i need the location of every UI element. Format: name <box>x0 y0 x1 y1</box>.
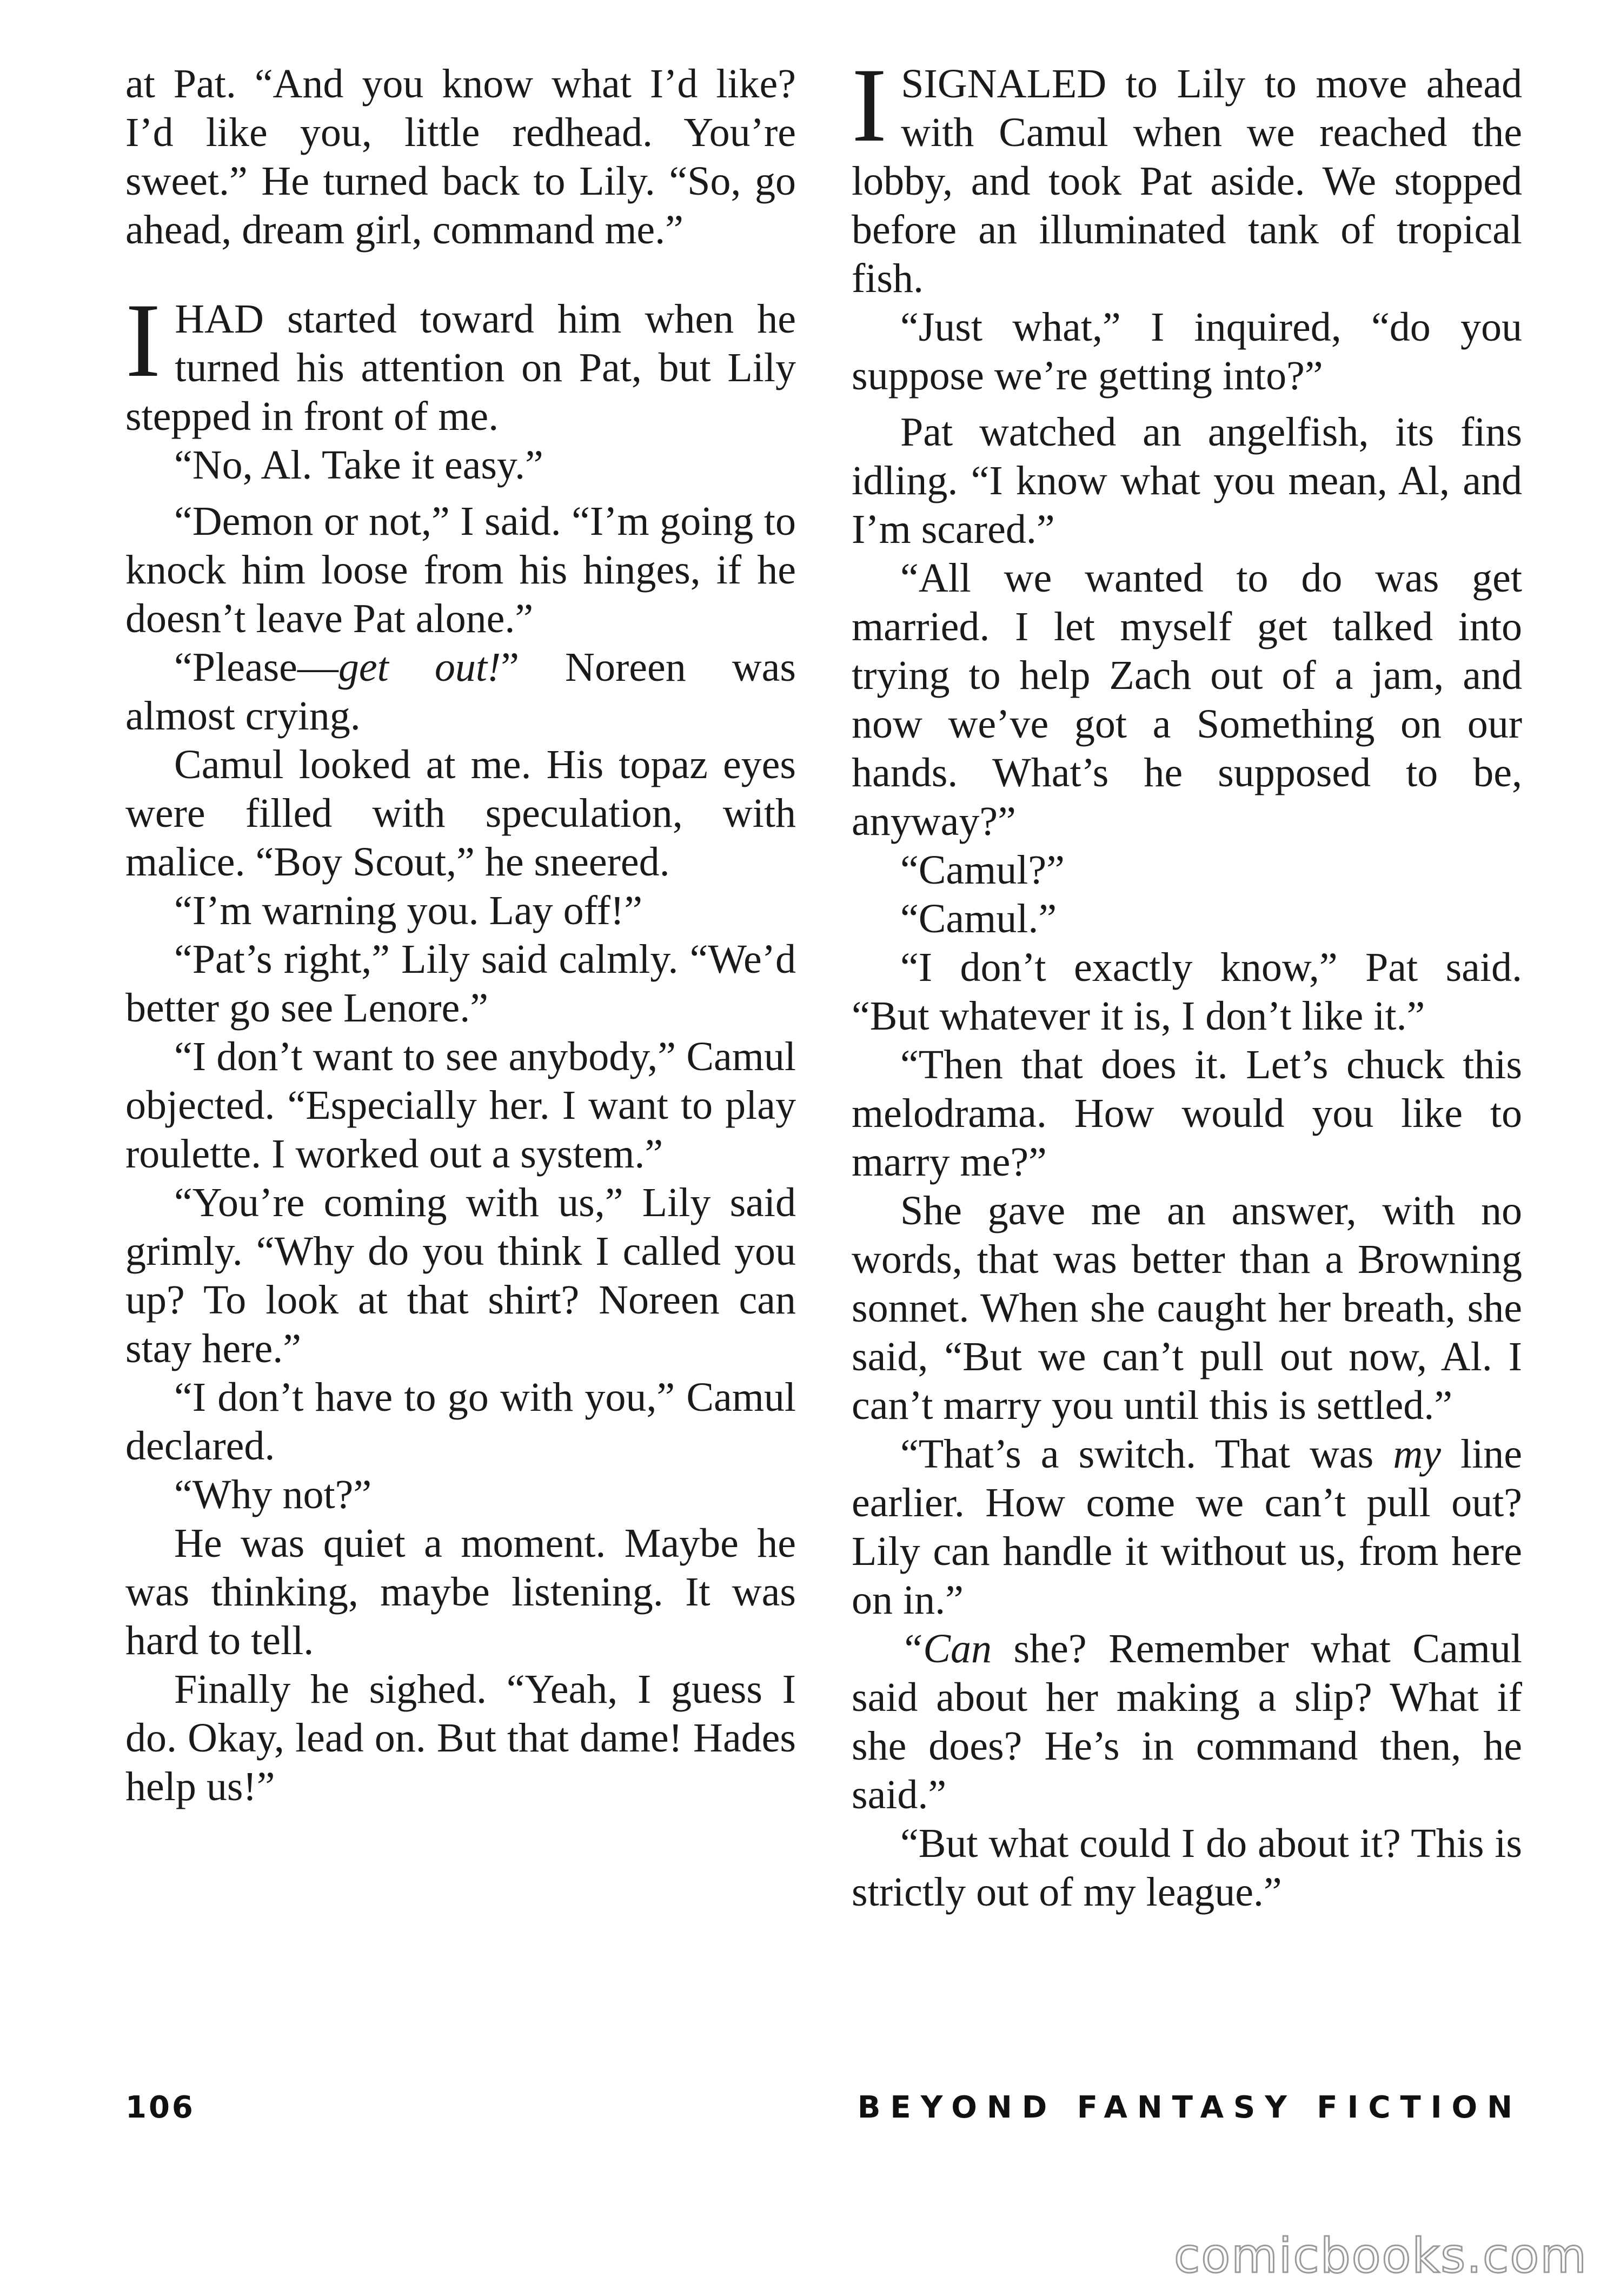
paragraph <box>125 643 796 740</box>
drop-cap: I <box>125 282 161 399</box>
drop-cap: I <box>852 47 887 164</box>
paragraph-text: line earlier. How come we can’t pull out? Lily can handle it without us, from here on in.” <box>852 1431 1522 1623</box>
paragraph: Camul looked at me. His topaz eyes were filled with speculation, with malice. “Boy Scout,” he sneered. <box>125 742 796 885</box>
paragraph: “Then that does it. Let’s chuck this melodrama. How would you like to marry me?” <box>852 1042 1522 1185</box>
paragraph <box>852 47 1522 303</box>
paragraph-text: ” Noreen was almost crying. <box>125 645 796 739</box>
paragraph: “All we wanted to do was get married. I let myself get talked into trying to help Zach out of a jam, and now we’ve got a Something on our hands. What’s he supposed to be, anyway?” <box>852 555 1522 844</box>
paragraph <box>852 1430 1522 1624</box>
paragraph: Pat watched an angelfish, its fins idling. “I know what you mean, Al, and I’m scared.” <box>852 409 1522 552</box>
paragraph-text: SIGNALED to Lily to move ahead with Camul when we reached the lobby, and took Pat aside. We stopped before an illuminated tank of tropical fish. <box>852 61 1522 301</box>
paragraph <box>852 1624 1522 1819</box>
page-footer <box>125 2090 1522 2133</box>
emphasis-text: “Can <box>900 1626 992 1671</box>
paragraph: “But what could I do about it? This is strictly out of my league.” <box>852 1821 1522 1915</box>
paragraph: “Just what,” I inquired, “do you suppose we’re getting into?” <box>852 304 1522 399</box>
paragraph-text: “That’s a switch. That was <box>900 1431 1393 1477</box>
paragraph: “I don’t exactly know,” Pat said. “But whatever it is, I don’t like it.” <box>852 945 1522 1039</box>
paragraph: “I don’t have to go with you,” Camul declared. <box>125 1375 796 1469</box>
paragraph: “Why not?” <box>174 1472 372 1517</box>
paragraph-text: she? Remember what Camul said about her making a slip? What if she does? He’s in command then, he said.” <box>852 1626 1522 1817</box>
paragraph: She gave me an answer, with no words, that was better than a Browning sonnet. When she caught her breath, she said, “But we can’t pull out now, Al. I can’t marry you until this is settled.” <box>852 1188 1522 1428</box>
paragraph: at Pat. “And you know what I’d like? I’d like you, little redhead. You’re sweet.” He turned back to Lily. “So, go ahead, dream girl, command me.” <box>125 61 796 253</box>
emphasis-text: get out! <box>338 645 501 690</box>
paragraph-text: “Please— <box>174 645 338 690</box>
paragraph: “I don’t want to see anybody,” Camul objected. “Especially her. I want to play roulette. I worked out a system.” <box>125 1034 796 1177</box>
paragraph: He was quiet a moment. Maybe he was thinking, maybe listening. It was hard to tell. <box>125 1521 796 1663</box>
paragraph: “Camul.” <box>900 896 1057 941</box>
section-break <box>125 254 796 295</box>
emphasis-text: my <box>1393 1431 1441 1477</box>
paragraph-text: HAD started toward him when he turned his attention on Pat, but Lily stepped in front of me. <box>125 296 796 439</box>
paragraph <box>125 282 796 441</box>
paragraph: “Camul?” <box>900 847 1065 893</box>
right-column <box>852 47 1522 1916</box>
magazine-title: BEYOND FANTASY FICTION <box>857 2090 1522 2125</box>
left-column <box>125 59 796 1811</box>
paragraph: “I’m warning you. Lay off!” <box>174 888 642 933</box>
paragraph: “Demon or not,” I said. “I’m going to knock him loose from his hinges, if he doesn’t leave Pat alone.” <box>125 499 796 641</box>
paragraph: Finally he sighed. “Yeah, I guess I do. Okay, lead on. But that dame! Hades help us!” <box>125 1667 796 1809</box>
paragraph: “Pat’s right,” Lily said calmly. “We’d better go see Lenore.” <box>125 937 796 1031</box>
watermark: comicbooks.com <box>1173 2228 1588 2284</box>
page-number: 106 <box>125 2090 195 2125</box>
paragraph: “You’re coming with us,” Lily said grimly. “Why do you think I called you up? To look at that shirt? Noreen can stay here.” <box>125 1180 796 1371</box>
paragraph: “No, Al. Take it easy.” <box>174 442 543 488</box>
